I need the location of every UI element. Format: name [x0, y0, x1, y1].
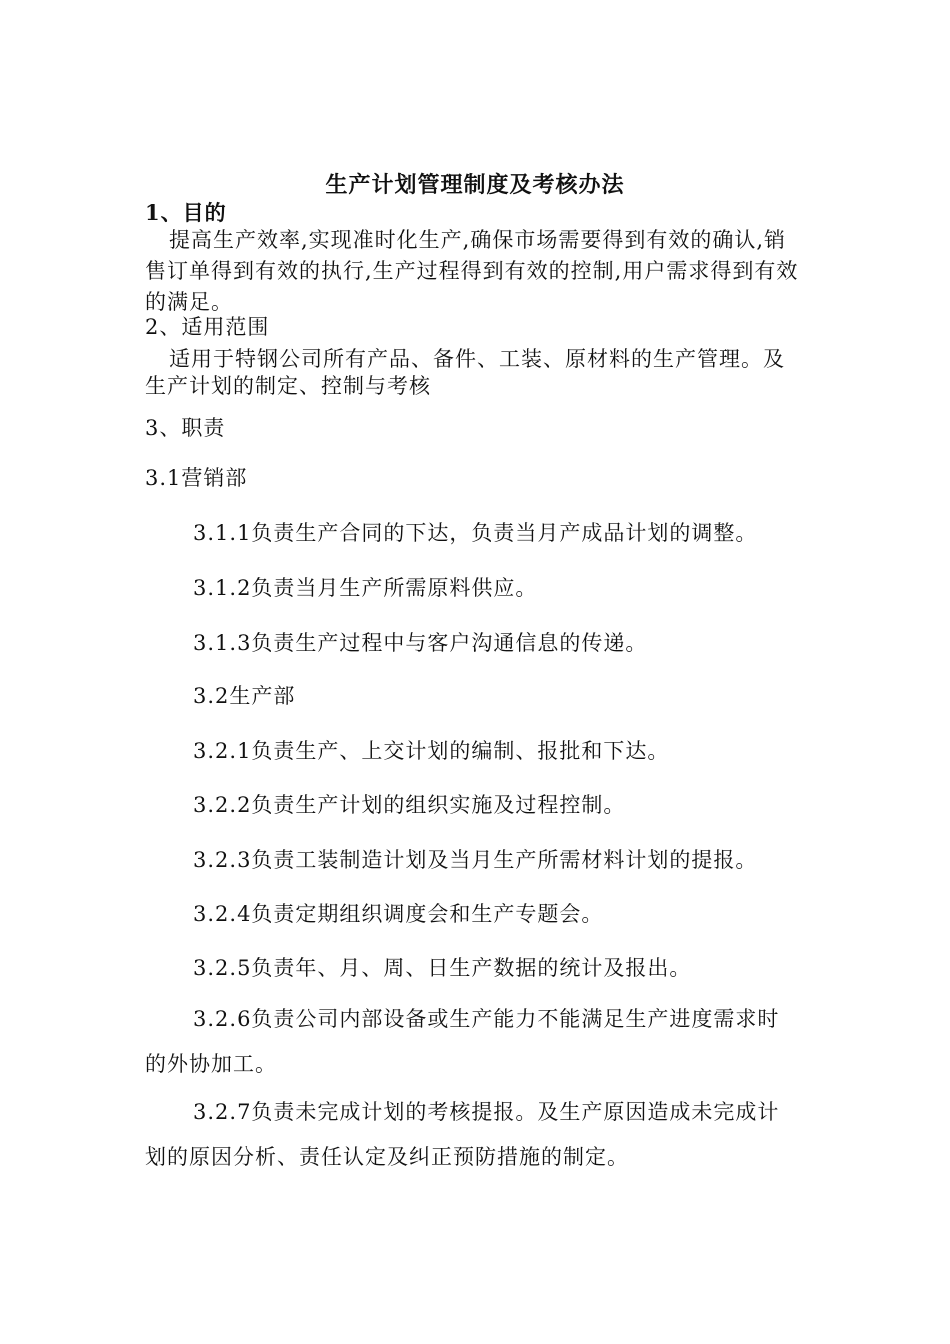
item-3-1-1: 3.1.1负责生产合同的下达，负责当月产成品计划的调整。: [193, 521, 758, 545]
item-3-2-2: 3.2.2负责生产计划的组织实施及过程控制。: [193, 793, 626, 817]
item-3-1-3: 3.1.3负责生产过程中与客户沟通信息的传递。: [193, 631, 648, 655]
item-3-2-7: 3.2.7负责未完成计划的考核提报。及生产原因造成未完成计划的原因分析、责任认定及纠正预防措施的制定。: [145, 1100, 780, 1169]
section-1-heading: 1、目的: [145, 200, 227, 225]
item-3-1-2: 3.1.2负责当月生产所需原料供应。: [193, 576, 538, 600]
item-3-2-6: 3.2.6负责公司内部设备或生产能力不能满足生产进度需求时的外协加工。: [145, 1007, 780, 1076]
document-title: 生产计划管理制度及考核办法: [325, 172, 625, 198]
section-3-2-heading: 3.2生产部: [193, 684, 296, 708]
item-3-2-1: 3.2.1负责生产、上交计划的编制、报批和下达。: [193, 739, 670, 763]
section-3-heading: 3、职责: [145, 416, 226, 440]
section-2-body: 适用于特钢公司所有产品、备件、工装、原材料的生产管理。及生产计划的制定、控制与考核: [145, 347, 785, 398]
item-3-2-4: 3.2.4负责定期组织调度会和生产专题会。: [193, 902, 604, 926]
item-3-2-5: 3.2.5负责年、月、周、日生产数据的统计及报出。: [193, 956, 692, 980]
item-3-2-3: 3.2.3负责工装制造计划及当月生产所需材料计划的提报。: [193, 848, 758, 872]
section-3-1-heading: 3.1营销部: [145, 466, 248, 490]
section-2-heading: 2、适用范围: [145, 315, 270, 339]
section-1-body: 提高生产效率,实现准时化生产,确保市场需要得到有效的确认,销售订单得到有效的执行,生产过程得到有效的控制,用户需求得到有效的满足。: [145, 228, 799, 314]
